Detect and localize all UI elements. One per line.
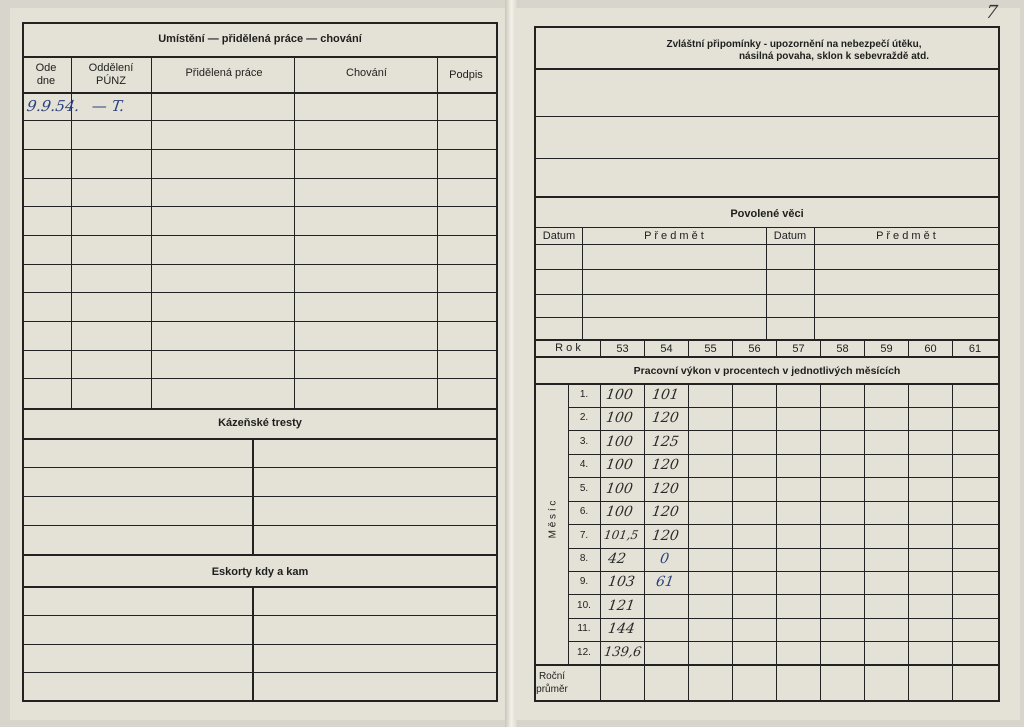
month-1: 1. (579, 389, 589, 400)
right-page (514, 2, 1020, 720)
col-header-chovani: Chování (346, 67, 387, 79)
perf-54-m9: 61 (654, 574, 675, 590)
page-number: 7 (984, 2, 999, 23)
month-12: 12. (577, 647, 591, 658)
col-header-pridelena-prace: Přidělená práce (185, 67, 263, 79)
section-title-eskorty: Eskorty kdy a kam (211, 566, 309, 578)
year-59: 59 (880, 343, 893, 355)
month-5: 5. (579, 483, 589, 494)
col-header-ode-dne: Ode dne (35, 62, 57, 87)
year-55: 55 (704, 343, 717, 355)
frame-left (22, 22, 24, 702)
handwritten-mark: — T. (90, 97, 126, 115)
month-3: 3. (579, 436, 589, 447)
col-header-datum-1: Datum (542, 230, 576, 242)
perf-53-m6: 100 (604, 504, 634, 520)
month-10: 10. (577, 600, 591, 611)
perf-54-m7: 120 (650, 528, 680, 544)
perf-53-m7: 101,5 (603, 528, 640, 542)
month-11: 11. (577, 623, 591, 634)
month-7: 7. (579, 530, 589, 541)
year-53: 53 (616, 343, 629, 355)
year-60: 60 (924, 343, 937, 355)
rocni-prumer-label: Roční průměr (536, 671, 568, 695)
perf-54-m1: 101 (650, 387, 680, 403)
col-header-datum-2: Datum (773, 230, 807, 242)
perf-53-m9: 103 (606, 574, 636, 590)
year-54: 54 (660, 343, 673, 355)
frame-right (496, 22, 498, 702)
perf-54-m2: 120 (650, 410, 680, 426)
perf-53-m10: 121 (606, 598, 636, 614)
rok-label: R o k (555, 342, 581, 354)
year-58: 58 (836, 343, 849, 355)
section-title-povolene-veci: Povolené věci (730, 208, 804, 220)
perf-53-m4: 100 (604, 457, 634, 473)
month-9: 9. (579, 576, 589, 587)
perf-53-m5: 100 (604, 481, 634, 497)
col-header-podpis: Podpis (449, 69, 483, 81)
perf-53-m2: 100 (604, 410, 634, 426)
month-2: 2. (579, 412, 589, 423)
zvlastni-pripominky-line1: Zvláštní připomínky - upozornění na nebezpečí útěku, (666, 39, 922, 50)
perf-53-m11: 144 (606, 621, 636, 637)
col-header-oddeleni: Oddělení PÚNZ (88, 62, 134, 87)
col-header-predmet-2: P ř e d m ě t (876, 230, 936, 242)
left-page (10, 8, 510, 720)
perf-54-m6: 120 (650, 504, 680, 520)
section-title-umisteni: Umístění — přidělená práce — chování (158, 33, 362, 45)
section-title-pracovni-vykon: Pracovní výkon v procentech v jednotlivých měsících (633, 365, 901, 377)
perf-53-m3: 100 (604, 434, 634, 450)
col-header-predmet-1: P ř e d m ě t (644, 230, 704, 242)
perf-54-m8: 0 (658, 551, 671, 567)
year-61: 61 (968, 343, 982, 355)
mesic-label: M ě s í c (547, 500, 559, 539)
section-title-kazenske-tresty: Kázeňské tresty (218, 417, 302, 429)
perf-53-m1: 100 (604, 387, 634, 403)
frame-top (22, 22, 498, 24)
year-57: 57 (792, 343, 805, 355)
perf-54-m4: 120 (650, 457, 680, 473)
handwritten-date: 9.9.54. (25, 97, 81, 115)
perf-54-m5: 120 (650, 481, 680, 497)
perf-54-m3: 125 (650, 434, 680, 450)
month-8: 8. (579, 553, 589, 564)
zvlastni-pripominky-line2: násilná povaha, sklon k sebevraždě atd. (738, 51, 930, 62)
perf-53-m8: 42 (606, 551, 627, 567)
frame-bottom (22, 700, 498, 702)
year-56: 56 (748, 343, 761, 355)
month-4: 4. (579, 459, 589, 470)
perf-53-m12: 139,6 (602, 645, 643, 660)
month-6: 6. (579, 506, 589, 517)
